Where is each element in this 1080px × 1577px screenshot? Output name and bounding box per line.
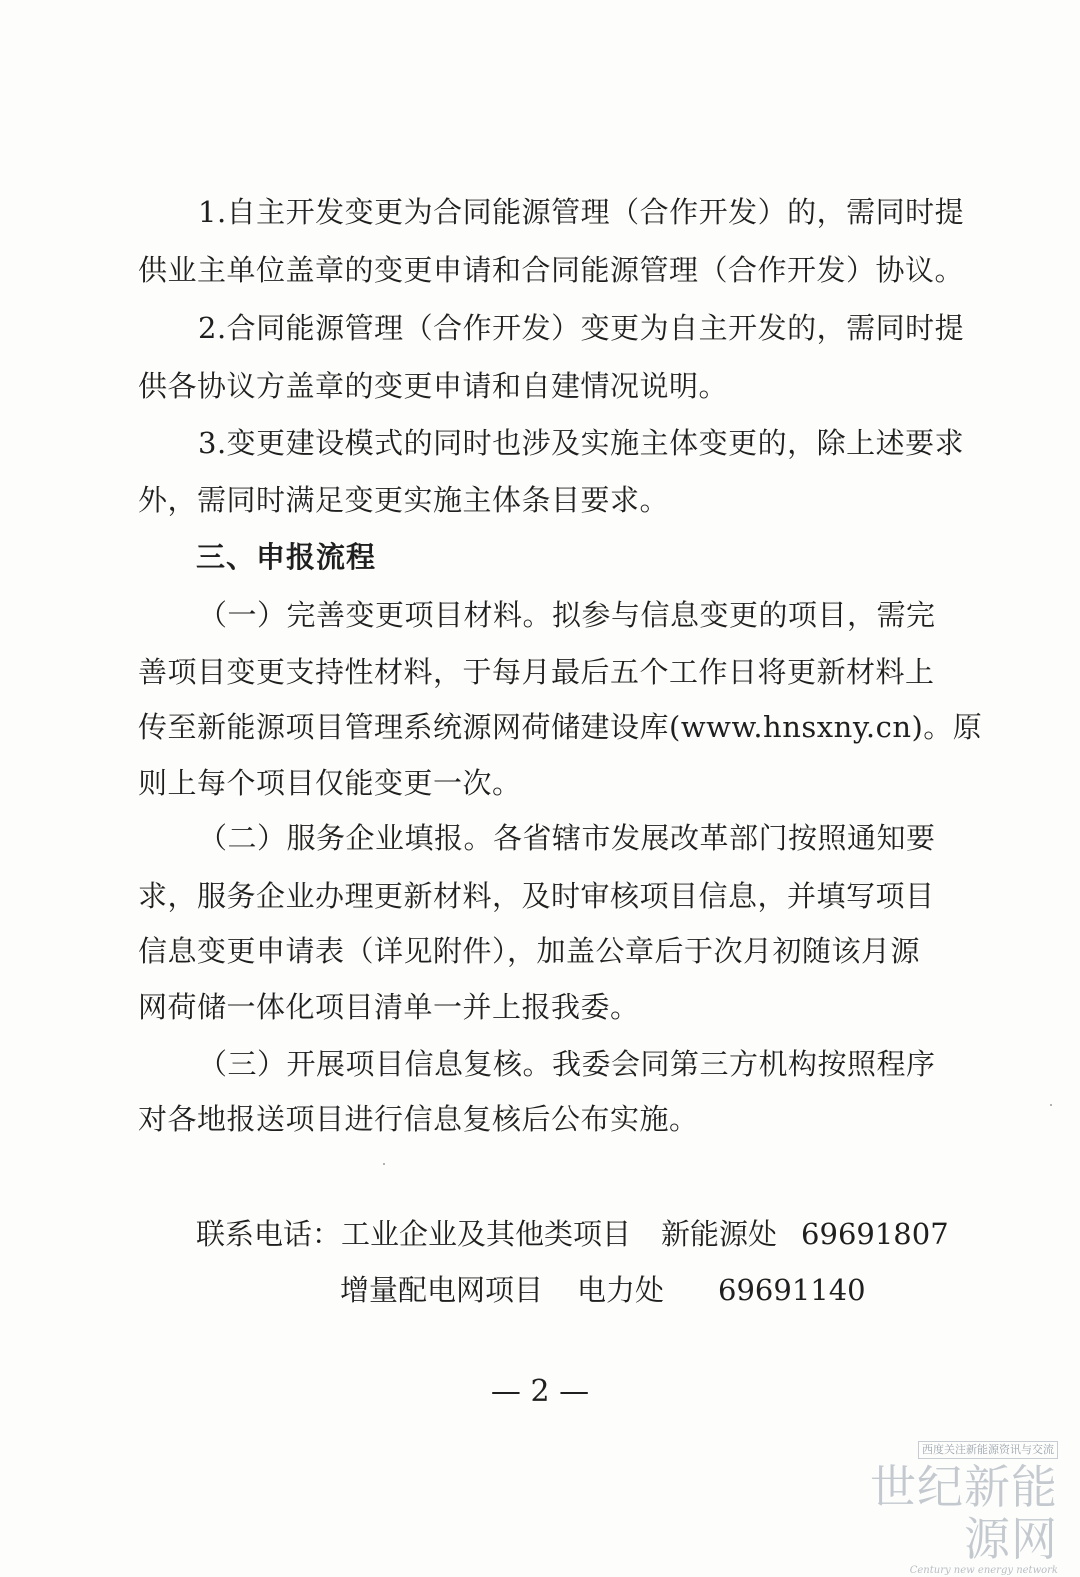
body-line-12: 求，服务企业办理更新材料，及时审核项目信息，并填写项目 (138, 879, 935, 913)
body-line-3: 2.合同能源管理（合作开发）变更为自主开发的，需同时提 (198, 311, 965, 345)
body-line-5: 3.变更建设模式的同时也涉及实施主体变更的，除上述要求 (198, 426, 965, 460)
body-line-1: 1.自主开发变更为合同能源管理（合作开发）的，需同时提 (198, 195, 965, 229)
contact-department-2: 电力处 (577, 1273, 665, 1307)
body-line-7: （一）完善变更项目材料。拟参与信息变更的项目，需完 (198, 598, 936, 632)
watermark-subtitle: Century new energy network (909, 1565, 1058, 1576)
contact-row-2 (340, 1270, 866, 1310)
body-line-14: 网荷储一体化项目清单一并上报我委。 (138, 990, 640, 1024)
page-number: — 2 — (490, 1374, 590, 1409)
body-line-8: 善项目变更支持性材料，于每月最后五个工作日将更新材料上 (138, 655, 935, 689)
contact-department-1: 新能源处 (661, 1217, 778, 1251)
contact-phone-2: 69691140 (718, 1273, 866, 1307)
section-heading: 三、申报流程 (196, 540, 377, 574)
body-line-15: （三）开展项目信息复核。我委会同第三方机构按照程序 (198, 1047, 936, 1081)
contact-phone-1: 69691807 (801, 1217, 949, 1251)
body-line-11: （二）服务企业填报。各省辖市发展改革部门按照通知要 (198, 821, 936, 855)
contact-category-2: 增量配电网项目 (340, 1273, 544, 1307)
watermark-tagline: 西度关注新能源资讯与交流 (918, 1441, 1058, 1459)
body-line-2: 供业主单位盖章的变更申请和合同能源管理（合作开发）协议。 (138, 253, 965, 287)
scan-speck (1050, 1104, 1052, 1106)
body-line-16: 对各地报送项目进行信息复核后公布实施。 (138, 1102, 699, 1136)
body-line-13: 信息变更申请表（详见附件），加盖公章后于次月初随该月源 (138, 934, 921, 968)
contact-row-1 (196, 1214, 949, 1254)
watermark-name: 世纪新能源网 (870, 1460, 1058, 1566)
site-watermark (858, 1438, 1058, 1577)
body-line-9: 传至新能源项目管理系统源网荷储建设库(www.hnsxny.cn)。原 (138, 710, 983, 744)
contact-category-1: 工业企业及其他类项目 (341, 1217, 632, 1251)
scan-speck (383, 1163, 385, 1165)
body-line-4: 供各协议方盖章的变更申请和自建情况说明。 (138, 369, 729, 403)
contact-label: 联系电话： (196, 1217, 342, 1251)
body-line-10: 则上每个项目仅能变更一次。 (138, 766, 522, 800)
body-line-6: 外，需同时满足变更实施主体条目要求。 (138, 483, 670, 517)
